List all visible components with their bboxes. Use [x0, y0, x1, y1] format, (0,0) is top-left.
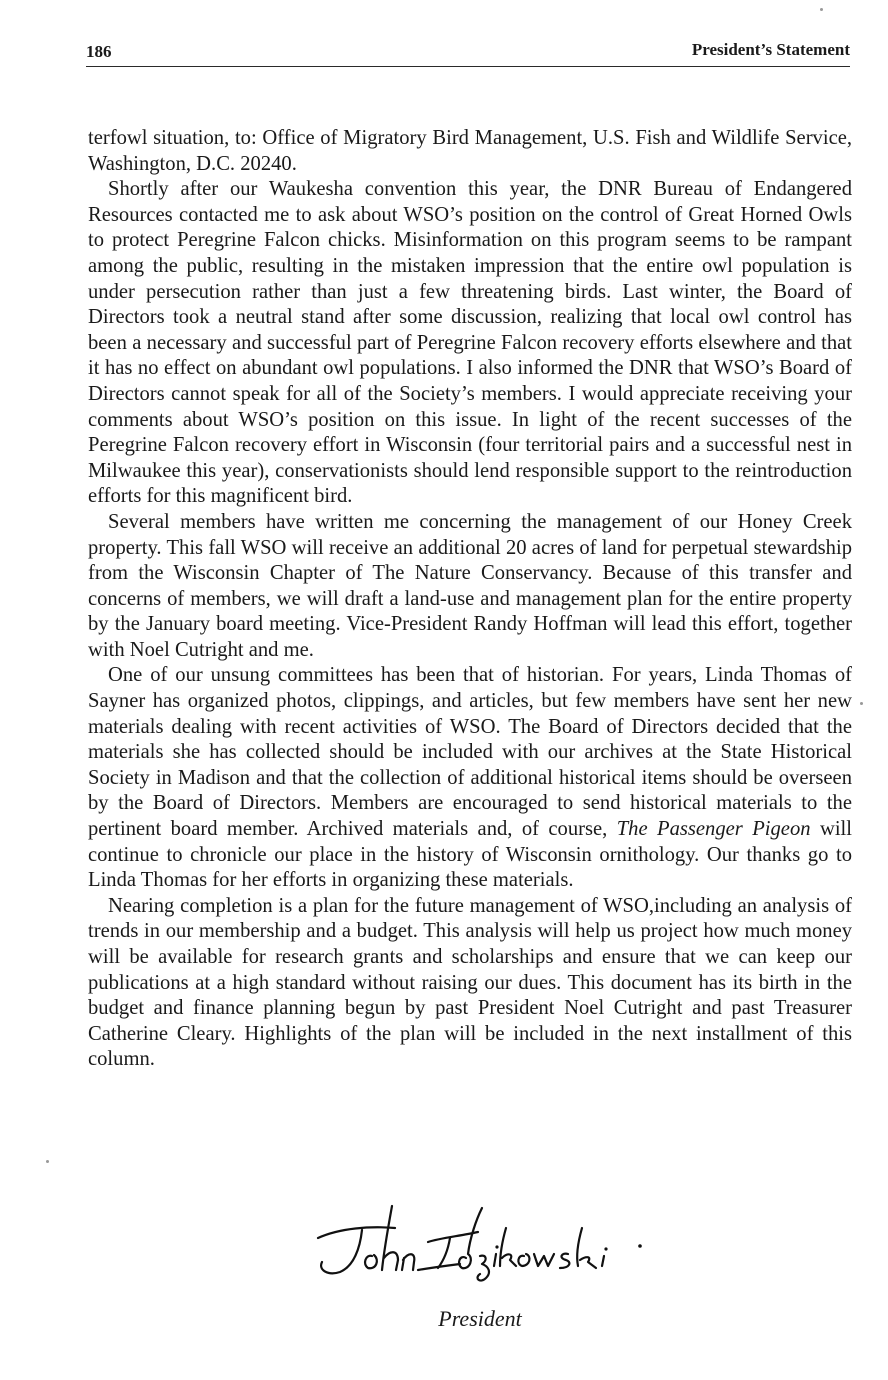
body-text — [88, 126, 852, 1073]
paragraph-historian — [88, 663, 852, 893]
running-head: President’s Statement — [691, 40, 850, 59]
signature-title: President — [438, 1306, 522, 1331]
paragraph-owl-control: Shortly after our Waukesha convention this year, the DNR Bureau of Endangered Resources contacted me to ask about WSO’s position on the control of Great Horned Owls to protect Peregrine Falcon chicks. Misinformation on this program seems to be rampant among the public, resulting in the mistaken impression that the entire owl population is under persecution rather than just a few threatening birds. Last winter, the Board of Directors took a neutral stand after some discussion, realizing that local owl control has been a necessary and successful part of Peregrine Falcon recovery efforts elsewhere and that it has no effect on abundant owl populations. I also informed the DNR that WSO’s Board of Directors cannot speak for all of the Society’s members. I would appreciate receiving your comments about WSO’s position on this issue. In light of the recent successes of the Peregrine Falcon recovery effort in Wisconsin (four territorial pairs and a successful nest in Milwaukee this year), conservationists should lend responsible support to the reintroduction efforts for this magnificent bird. — [88, 178, 852, 508]
journal-title: The Passenger Pigeon — [616, 818, 811, 841]
page-number: 186 — [86, 42, 112, 61]
paragraph-management-plan: Nearing completion is a plan for the future management of WSO,including an analysis of trends in our membership and a budget. This analysis will help us project how much money will be available for research grants and scholarships and ensure that we can keep our publications at a high standard without raising our dues. This document has its birth in the budget and finance planning begun by past President Noel Cutright and past Treasurer Catherine Cleary. Highlights of the plan will be included in the next installment of this column. — [88, 894, 852, 1071]
page-header — [86, 38, 850, 67]
scan-speck — [46, 1160, 49, 1163]
scan-speck — [860, 702, 863, 705]
historian-text-start: One of our unsung committees has been that of historian. For years, Linda Thomas of Sayner has organized photos, clippings, and articles, but few members have sent her new materials dealing with recent activities of WSO. The Board of Directors decided that the materials she has collected should be included with our archives at the State Historical Society in Madison and that the collection of additional historical items should be overseen by the Board of Directors. Members are encouraged to send historical materials to the pertinent board member. Archived materials and, of course, — [88, 664, 852, 841]
handwritten-signature — [310, 1198, 650, 1298]
paragraph-honey-creek: Several members have written me concerning the management of our Honey Creek property. This fall WSO will receive an additional 20 acres of land for perpetual stewardship from the Wisconsin Chapter of The Nature Conservancy. Because of this transfer and concerns of members, we will draft a land-use and management plan for the entire property by the January board meeting. Vice-President Randy Hoffman will lead this effort, together with Noel Cutright and me. — [88, 510, 852, 661]
paragraph-continuation: terfowl situation, to: Office of Migratory Bird Management, U.S. Fish and Wildlife Service, Washington, D.C. 20240. — [88, 127, 852, 175]
scan-speck — [820, 8, 823, 11]
historian-text-end: will continue to chronicle our place in the history of Wisconsin ornithology. Our thanks go to Linda Thomas for her efforts in organizing these materials. — [88, 818, 852, 892]
